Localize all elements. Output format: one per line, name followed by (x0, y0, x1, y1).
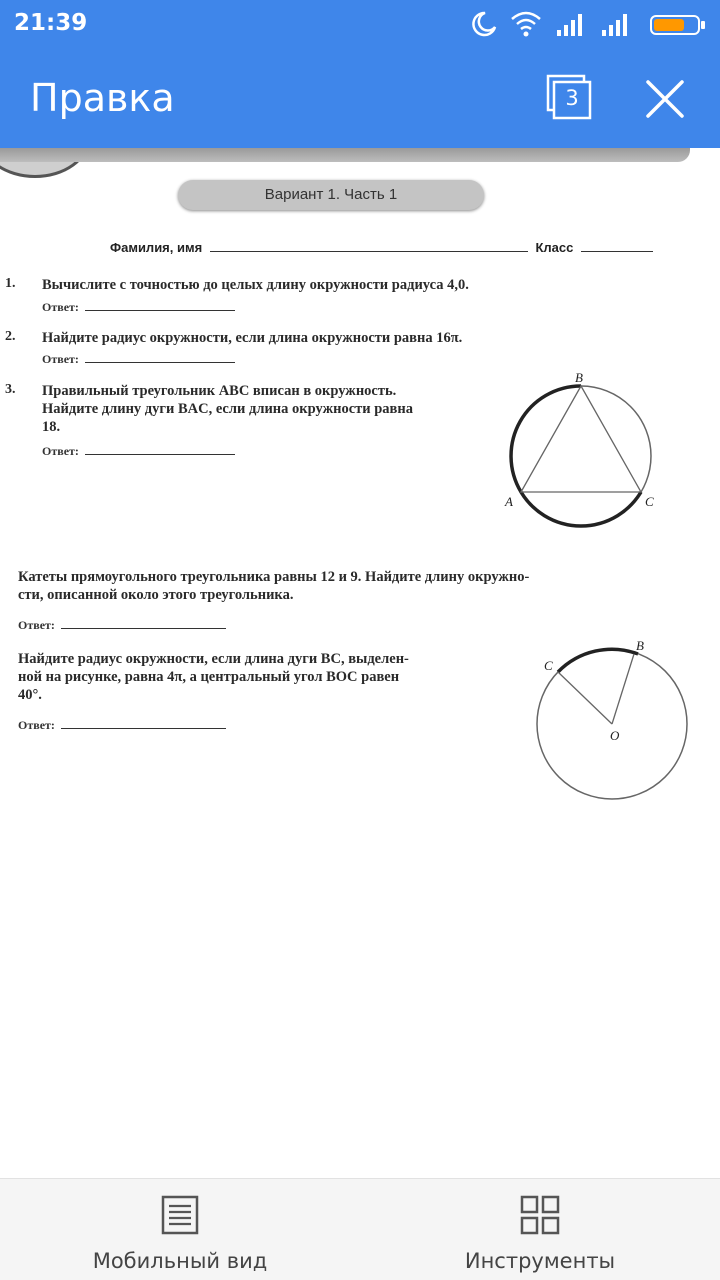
figure-central-angle (530, 636, 700, 806)
q1-number: 1. (5, 276, 16, 291)
tools-label: Инструменты (464, 1249, 616, 1273)
label-a: A (505, 494, 513, 509)
document-list-icon (160, 1195, 200, 1235)
q4-answer (18, 618, 226, 633)
q2-line-1: Найдите радиус окружности, если длина окружности равна 16π. (42, 330, 463, 346)
class-label: Класс (535, 240, 574, 255)
q1-answer (42, 300, 235, 315)
q3-line-1: Правильный треугольник ABC вписан в окружность. (42, 383, 397, 399)
class-underline (581, 240, 653, 252)
status-bar (0, 0, 720, 48)
answer-underline (85, 301, 235, 311)
bottom-bar (0, 1178, 720, 1280)
label-o: O (610, 728, 620, 743)
radius-ob (612, 654, 634, 724)
q2-answer (42, 352, 235, 367)
q5-line-1: Найдите радиус окружности, если длина дуги BC, выделен- (18, 651, 409, 667)
name-class-line (110, 240, 653, 255)
q4-line-2: сти, описанной около этого треугольника. (18, 587, 294, 603)
q5-line-2: ной на рисунке, равна 4π, а центральный угол BOC равен (18, 669, 400, 685)
mobile-view-label: Мобильный вид (92, 1249, 268, 1273)
q2-number: 2. (5, 329, 16, 344)
moon-icon (470, 10, 498, 38)
q5-answer (18, 718, 226, 733)
figure-triangle-circle (495, 370, 665, 542)
status-time: 21:39 (14, 10, 88, 36)
label-b: B (636, 638, 644, 653)
q3-text (42, 382, 492, 436)
grid-icon (520, 1195, 560, 1235)
q3-line-3: 18. (42, 419, 61, 435)
variant-title: Вариант 1. Часть 1 (178, 180, 484, 210)
name-underline (210, 240, 528, 252)
answer-label: Ответ: (18, 618, 55, 632)
signal-icon-1 (555, 12, 587, 38)
pages-count: 3 (565, 86, 579, 110)
answer-underline (61, 719, 226, 729)
answer-underline (85, 445, 235, 455)
answer-label: Ответ: (42, 300, 79, 314)
wifi-icon (510, 10, 542, 38)
q1-line-1: Вычислите с точностью до целых длину окружности радиуса 4,0. (42, 277, 469, 293)
label-c: C (544, 658, 553, 673)
q3-answer (42, 444, 235, 459)
battery-icon (650, 14, 706, 36)
q3-line-2: Найдите длину дуги BAC, если длина окружности равна (42, 401, 413, 417)
close-icon (640, 74, 690, 124)
q4-text (18, 568, 718, 604)
q5-text (18, 650, 528, 704)
answer-label: Ответ: (42, 444, 79, 458)
app-title: Правка (30, 76, 175, 120)
pages-button[interactable] (540, 72, 596, 124)
label-b: B (575, 370, 583, 385)
arc-bc (558, 649, 638, 672)
close-button[interactable] (640, 74, 690, 124)
radius-oc (558, 672, 612, 724)
answer-label: Ответ: (18, 718, 55, 732)
label-c: C (645, 494, 654, 509)
name-label: Фамилия, имя (110, 240, 203, 255)
q2-text (42, 329, 582, 347)
answer-underline (61, 619, 226, 629)
mobile-view-button[interactable] (0, 1179, 360, 1280)
q3-number: 3. (5, 382, 16, 397)
header-strip (0, 148, 690, 162)
answer-label: Ответ: (42, 352, 79, 366)
arc-bac (511, 386, 641, 526)
answer-underline (85, 353, 235, 363)
app-bar (0, 48, 720, 148)
q1-text (42, 276, 582, 294)
q5-line-3: 40°. (18, 687, 42, 703)
tools-button[interactable] (360, 1179, 720, 1280)
q4-line-1: Катеты прямоугольного треугольника равны 12 и 9. Найдите длину окружно- (18, 569, 530, 585)
signal-icon-2 (600, 12, 632, 38)
document-view[interactable] (0, 148, 720, 1178)
